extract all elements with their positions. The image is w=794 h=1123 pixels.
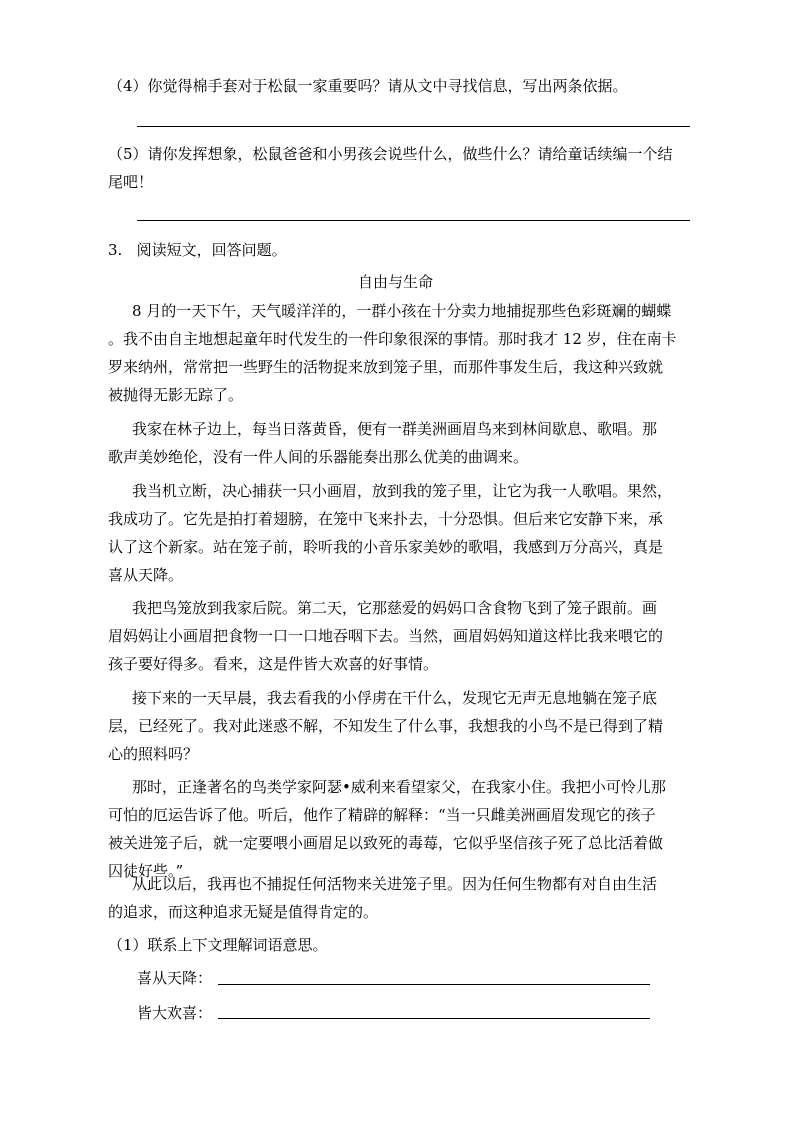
- question-5-answer-line[interactable]: [137, 220, 690, 221]
- term-2-label: 皆大欢喜：: [137, 1004, 213, 1022]
- paragraph-7-line-1: 从此以后，我再也不捕捉任何活物来关进笼子里。因为任何生物都有对自由生活: [132, 875, 658, 893]
- paragraph-1-line-2: 。我不由自主地想起童年时代发生的一件印象很深的事情。那时我才 12 岁，住在南卡: [108, 330, 677, 348]
- passage-title: 自由与生命: [358, 273, 434, 291]
- paragraph-4-line-2: 眉妈妈让小画眉把食物一口一口地吞咽下去。当然，画眉妈妈知道这样比我来喂它的: [108, 627, 664, 645]
- paragraph-2-line-1: 我家在林子边上，每当日落黄昏，便有一群美洲画眉鸟来到林间歇息、歌唱。那: [132, 420, 658, 438]
- paragraph-3-line-2: 我成功了。它先是拍打着翅膀，在笼中飞来扑去，十分恐惧。但后来它安静下来，承: [108, 510, 664, 528]
- paragraph-4-line-3: 孩子要好得多。看来，这是件皆大欢喜的好事情。: [108, 655, 439, 673]
- paragraph-5-line-1: 接下来的一天早晨，我去看我的小俘虏在干什么，发现它无声无息地躺在笼子底: [132, 689, 658, 707]
- paragraph-1-line-1: 8 月的一天下午，天气暖洋洋的，一群小孩在十分卖力地捕捉那些色彩斑斓的蝴蝶: [132, 302, 672, 320]
- paragraph-1-line-4: 被抛得无影无踪了。: [108, 386, 244, 404]
- term-1-answer-line[interactable]: [218, 984, 650, 985]
- paragraph-7-line-2: 的追求，而这种追求无疑是值得肯定的。: [108, 903, 379, 921]
- question-4-answer-line[interactable]: [137, 126, 690, 127]
- paragraph-1-line-3: 罗来纳州，常常把一些野生的活物捉来放到笼子里，而那件事发生后，我这种兴致就: [108, 358, 664, 376]
- question-4-label: （4）你觉得棉手套对于松鼠一家重要吗？请从文中寻找信息，写出两条依据。: [108, 77, 628, 95]
- term-1-label: 喜从天降：: [137, 969, 213, 987]
- question-5-label-line-2: 尾吧！: [108, 173, 154, 191]
- section-3-heading: 3. 阅读短文，回答问题。: [108, 241, 287, 259]
- paragraph-3-line-1: 我当机立断，决心捕获一只小画眉，放到我的笼子里，让它为我一人歌唱。果然，: [132, 482, 673, 500]
- paragraph-6-line-3: 被关进笼子后，就一定要喂小画眉足以致死的毒莓，它似乎坚信孩子死了总比活着做: [108, 834, 664, 852]
- paragraph-5-line-2: 层，已经死了。我对此迷惑不解，不知发生了什么事，我想我的小鸟不是已得到了精: [108, 717, 664, 735]
- paragraph-6-line-4: 囚徒好些。”: [108, 862, 184, 880]
- paragraph-5-line-3: 心的照料吗？: [108, 745, 199, 763]
- paragraph-3-line-3: 认了这个新家。站在笼子前，聆听我的小音乐家美妙的歌唱，我感到万分高兴，真是: [108, 538, 664, 556]
- paragraph-6-line-1: 那时，正逢著名的鸟类学家阿瑟•威利来看望家父，在我家小住。我把小可怜儿那: [132, 778, 666, 796]
- paragraph-3-line-4: 喜从天降。: [108, 566, 184, 584]
- paragraph-2-line-2: 歌声美妙绝伦，没有一件人间的乐器能奏出那么优美的曲调来。: [108, 448, 529, 466]
- paragraph-6-line-2: 可怕的厄运告诉了他。听后，他作了精辟的解释：“当一只雌美洲画眉发现它的孩子: [108, 806, 656, 824]
- paragraph-4-line-1: 我把鸟笼放到我家后院。第二天，它那慈爱的妈妈口含食物飞到了笼子跟前。画: [132, 599, 658, 617]
- question-5-label-line-1: （5）请你发挥想象，松鼠爸爸和小男孩会说些什么，做些什么？请给童话续编一个结: [108, 145, 673, 163]
- term-2-answer-line[interactable]: [218, 1018, 650, 1019]
- question-1-label: （1）联系上下文理解词语意思。: [108, 936, 328, 954]
